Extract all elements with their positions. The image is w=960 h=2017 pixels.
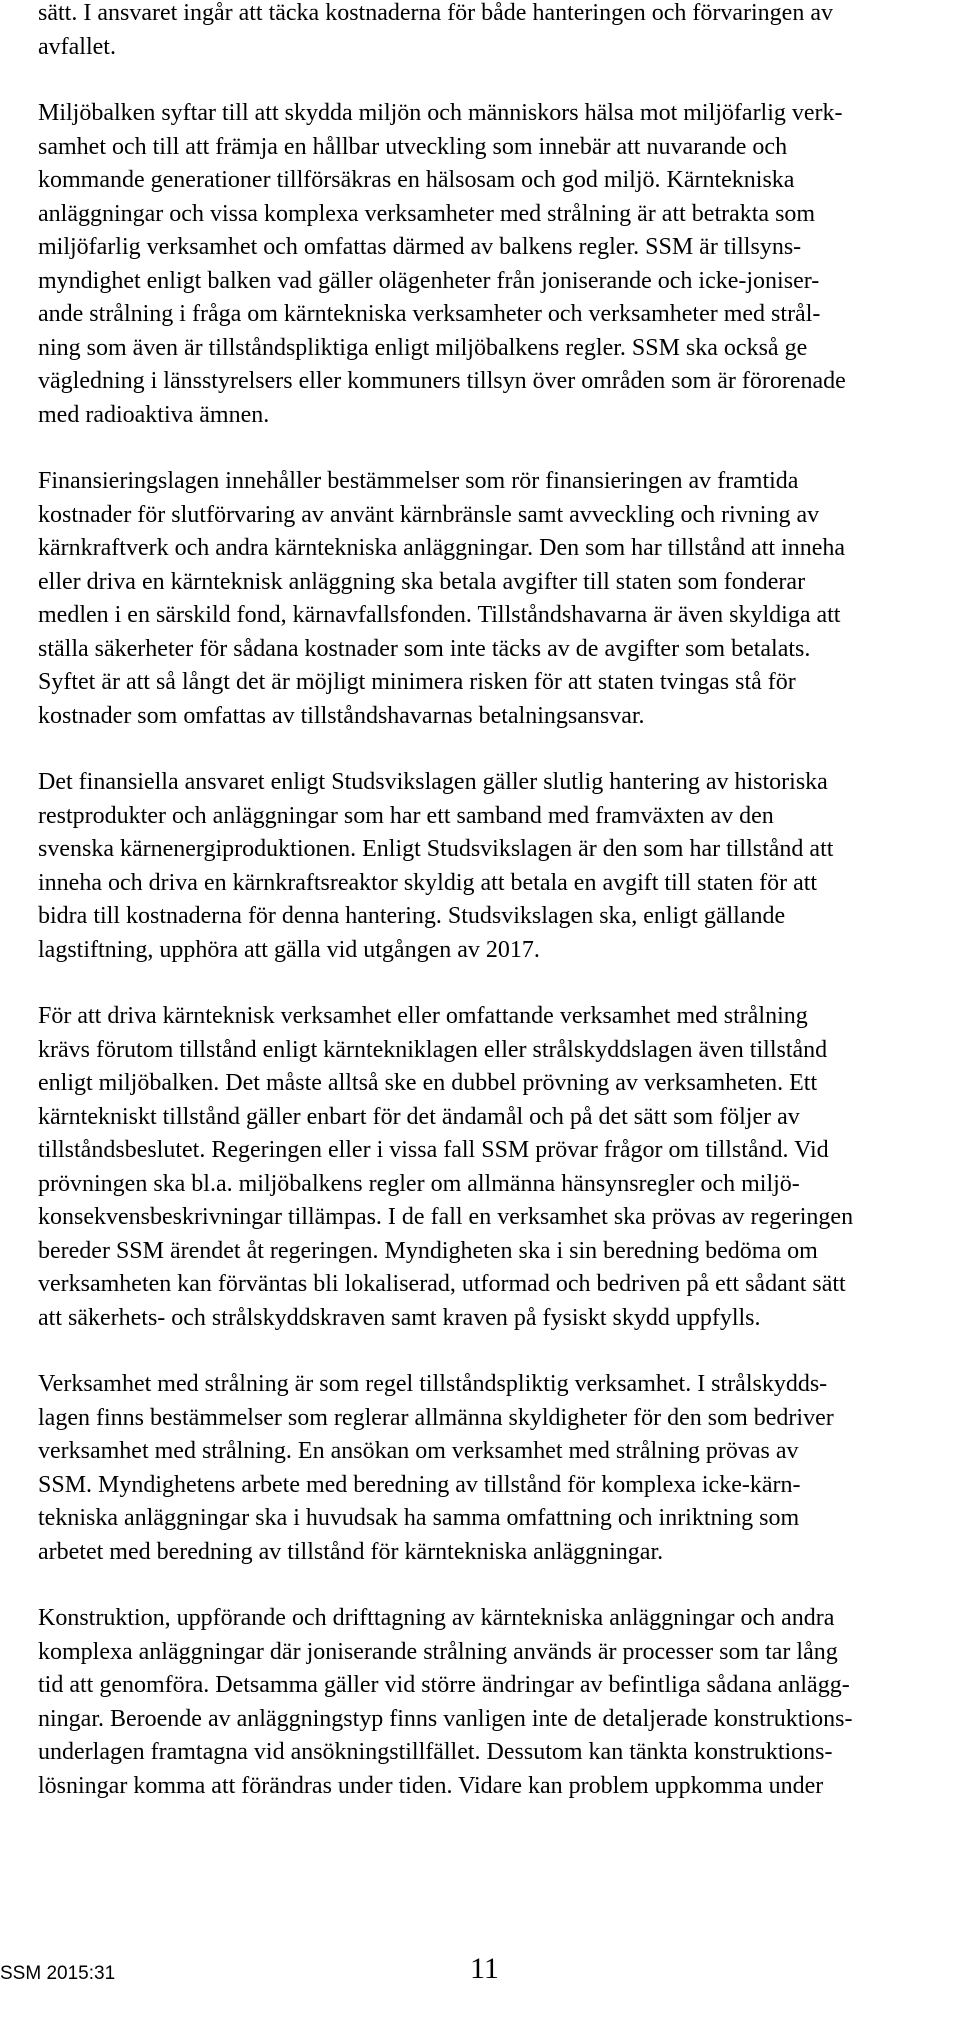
- page-number: 11: [470, 1952, 499, 1985]
- paragraph-6: Verksamhet med strålning är som regel tillståndspliktig verksamhet. I strålskydds- lagen finns bestämmelser som reglerar allmänna skyldigheter för den som bedriver verksamhet med strålning. En ansökan om verksamhet med strålning prövas av SSM. Myndighetens arbete med beredning av tillstånd för komplexa icke-kärn- tekniska anläggningar ska i huvudsak ha samma omfattning och inriktning som arbetet med beredning av tillstånd för kärntekniska anläggningar.: [38, 1371, 834, 1565]
- paragraph-2: Miljöbalken syftar till att skydda miljön och människors hälsa mot miljöfarlig verk- samhet och till att främja en hållbar utveckling som innebär att nuvarande och kommande generationer tillförsäkras en hälsosam och god miljö. Kärntekniska anläggningar och vissa komplexa verksamheter med strålning är att betrakta som miljöfarlig verksamhet och omfattas därmed av balkens regler. SSM är tillsyns- myndighet enligt balken vad gäller olägenheter från joniserande och icke-joniser- ande strålning i fråga om kärntekniska verksamheter och verksamheter med strål- ning som även är tillståndspliktiga enligt miljöbalkens regler. SSM ska också ge vägledning i länsstyrelsers eller kommuners tillsyn över områden som är förorenade med radioaktiva ämnen.: [38, 100, 846, 428]
- paragraph-4: Det finansiella ansvaret enligt Studsvikslagen gäller slutlig hantering av historiska restprodukter och anläggningar som har ett samband med framväxten av den svenska kärnenergiproduktionen. Enligt Studsvikslagen är den som har tillstånd att inneha och driva en kärnkraftsreaktor skyldig att betala en avgift till staten för att bidra till kostnaderna för denna hantering. Studsvikslagen ska, enligt gällande lagstiftning, upphöra att gälla vid utgången av 2017.: [38, 769, 834, 963]
- paragraph-7: Konstruktion, uppförande och drifttagning av kärntekniska anläggningar och andra komplexa anläggningar där joniserande strålning används är processer som tar lång tid att genomföra. Detsamma gäller vid större ändringar av befintliga sådana anlägg- ningar. Beroende av anläggningstyp finns vanligen inte de detaljerade konstruktions- underlagen framtagna vid ansökningstillfället. Dessutom kan tänkta konstruktions- lösningar komma att förändras under tiden. Vidare kan problem uppkomma under: [38, 1605, 853, 1799]
- paragraph-1: sätt. I ansvaret ingår att täcka kostnaderna för både hanteringen och förvaringen av avfallet.: [38, 0, 833, 60]
- paragraph-3: Finansieringslagen innehåller bestämmelser som rör finansieringen av framtida kostnader för slutförvaring av använt kärnbränsle samt avveckling och rivning av kärnkraftverk och andra kärntekniska anläggningar. Den som har tillstånd att inneha eller driva en kärnteknisk anläggning ska betala avgifter till staten som fonderar medlen i en särskild fond, kärnavfallsfonden. Tillståndshavarna är även skyldiga att ställa säkerheter för sådana kostnader som inte täcks av de avgifter som betalats. Syftet är att så långt det är möjligt minimera risken för att staten tvingas stå för kostnader som omfattas av tillståndshavarnas betalningsansvar.: [38, 468, 846, 729]
- document-body: [38, 0, 922, 1836]
- paragraph-5: För att driva kärnteknisk verksamhet eller omfattande verksamhet med strålning krävs förutom tillstånd enligt kärntekniklagen eller strålskyddslagen även tillstånd enligt miljöbalken. Det måste alltså ske en dubbel prövning av verksamheten. Ett kärntekniskt tillstånd gäller enbart för det ändamål och på det sätt som följer av tillståndsbeslutet. Regeringen eller i vissa fall SSM prövar frågor om tillstånd. Vid prövningen ska bl.a. miljöbalkens regler om allmänna hänsynsregler och miljö- konsekvensbeskrivningar tillämpas. I de fall en verksamhet ska prövas av regeringen bereder SSM ärendet åt regeringen. Myndigheten ska i sin beredning bedöma om verksamheten kan förväntas bli lokaliserad, utformad och bedriven på ett sådant sätt att säkerhets- och strålskyddskraven samt kraven på fysiskt skydd uppfylls.: [38, 1003, 854, 1331]
- page-footer: [0, 1952, 960, 1998]
- report-id: SSM 2015:31: [0, 1963, 116, 1984]
